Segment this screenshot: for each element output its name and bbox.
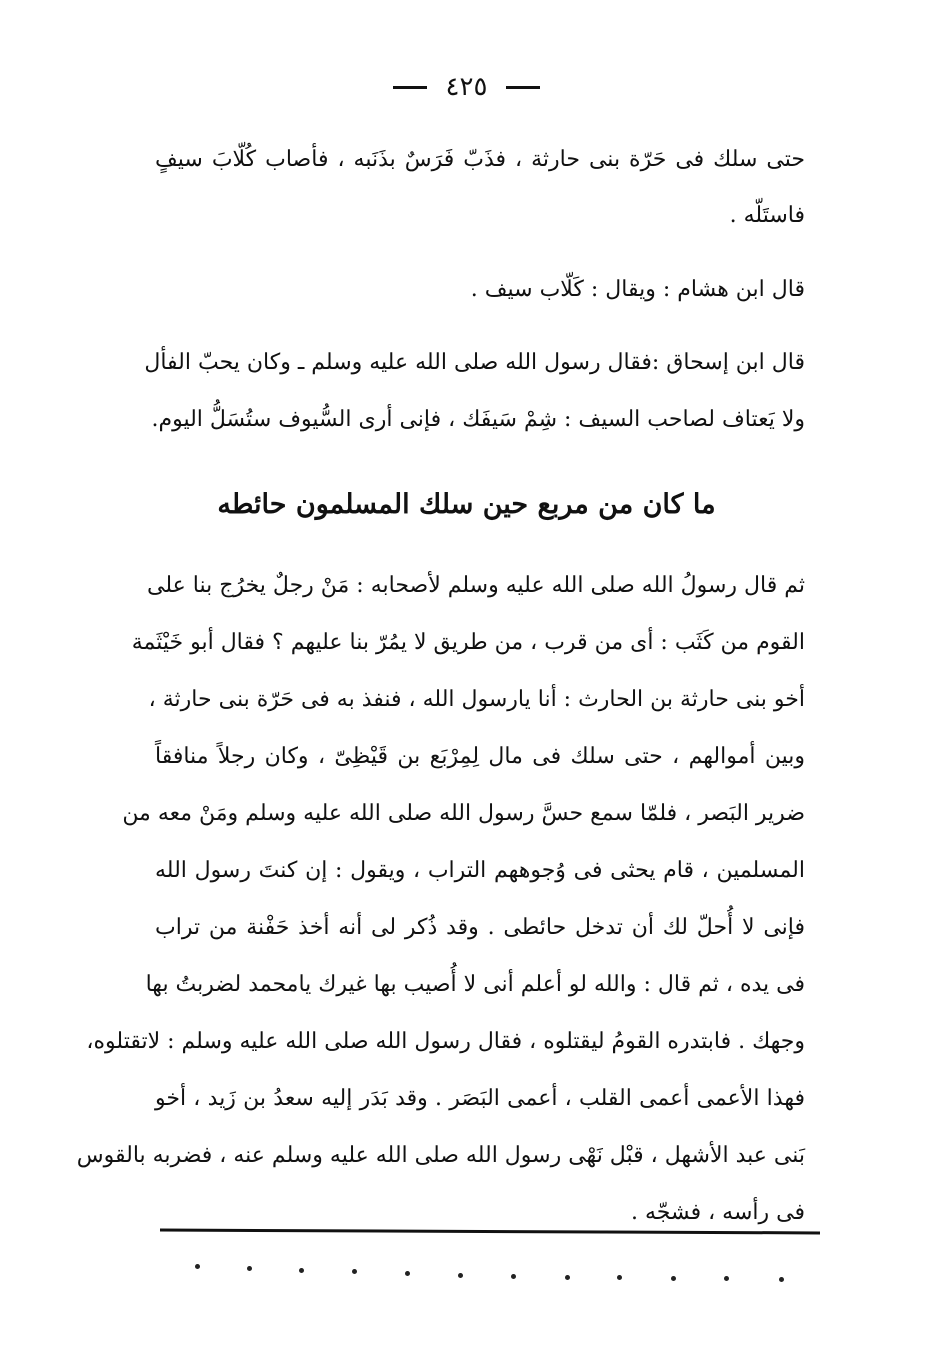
footnote-rule — [160, 1229, 820, 1235]
paragraph-line: حتى سلك فى حَرّة بنى حارثة ، فذَبّ فَرَسٌ بذَنَبه ، فأصاب كُلّابَ سيفٍ — [155, 147, 805, 172]
footer-dot — [565, 1275, 570, 1280]
footer-dot — [511, 1274, 516, 1279]
body-line: فهذا الأعمى أعمى القلب ، أعمى البَصَر . وقد بَدَر إليه سعدُ بن زَيد ، أخو — [155, 1086, 805, 1111]
body-line: المسلمين ، قام يحثى فى وُجوههم التراب ، ويقول : إن كنتَ رسول الله — [155, 858, 805, 883]
body-line: وبين أموالهم ، حتى سلك فى مال لِمِرْبَع بن قَيْظِىّ ، وكان رجلاً منافقاً — [155, 744, 805, 769]
footer-dots — [175, 1262, 795, 1282]
page-number — [0, 66, 933, 107]
footer-dot — [195, 1264, 200, 1269]
page-number-dash-left — [393, 86, 427, 89]
body-line: أخو بنى حارثة بن الحارث : أنا يارسول الله ، فنفذ به فى حَرّة بنى حارثة ، — [148, 687, 805, 712]
footer-dot — [405, 1271, 410, 1276]
footer-dot — [779, 1277, 784, 1282]
page-number-dash-right — [506, 86, 540, 89]
body-line: بَنى عبد الأشهل ، قبْل نَهْى رسول الله صلى الله عليه وسلم عنه ، فضربه بالقوس — [76, 1143, 805, 1168]
body-line: فى رأسه ، فشجّه . — [630, 1200, 805, 1225]
footer-dot — [671, 1276, 676, 1281]
body-line: ثم قال رسولُ الله صلى الله عليه وسلم لأصحابه : مَنْ رجلٌ يخرُج بنا على — [147, 573, 805, 598]
body-line: فإنى لا أُحلّ لك أن تدخل حائطى . وقد ذُكر لى أنه أخذ حَفْنة من تراب — [155, 915, 805, 940]
body-line: القوم من كَثَب : أى من قرب ، من طريق لا يمُرّ بنا عليهم ؟ فقال أبو خَيْثَمة — [131, 630, 805, 655]
paragraph-line: قال ابن إسحاق :فقال رسول الله صلى الله عليه وسلم ـ وكان يحبّ الفأل — [144, 350, 805, 375]
section-heading: ما كان من مربع حين سلك المسلمون حائطه — [217, 489, 716, 520]
body-line: وجهك . فابتدره القومُ ليقتلوه ، فقال رسول الله صلى الله عليه وسلم : لاتقتلوه، — [86, 1029, 805, 1054]
page-number-value: ٤٢٥ — [445, 72, 488, 102]
footer-dot — [724, 1276, 729, 1281]
footer-dot — [299, 1268, 304, 1273]
footer-dot — [458, 1273, 463, 1278]
footer-dot — [247, 1266, 252, 1271]
paragraph-line: ولا يَعتاف لصاحب السيف : شِمْ سَيفَك ، فإنى أرى السُّيوف ستُسَلُّ اليوم. — [151, 407, 805, 432]
body-line: ضرير البَصر ، فلمّا سمع حسَّ رسول الله صلى الله عليه وسلم ومَنْ معه من — [122, 801, 805, 826]
body-line: فى يده ، ثم قال : والله لو أعلم أنى لا أُصيب بها غيرك يامحمد لضربتُ بها — [145, 972, 805, 997]
footer-dot — [617, 1275, 622, 1280]
footer-dot — [352, 1269, 357, 1274]
paragraph-line: قال ابن هشام : ويقال : كَلّاب سيف . — [470, 277, 805, 302]
paragraph-line: فاستَلّه . — [729, 203, 805, 228]
